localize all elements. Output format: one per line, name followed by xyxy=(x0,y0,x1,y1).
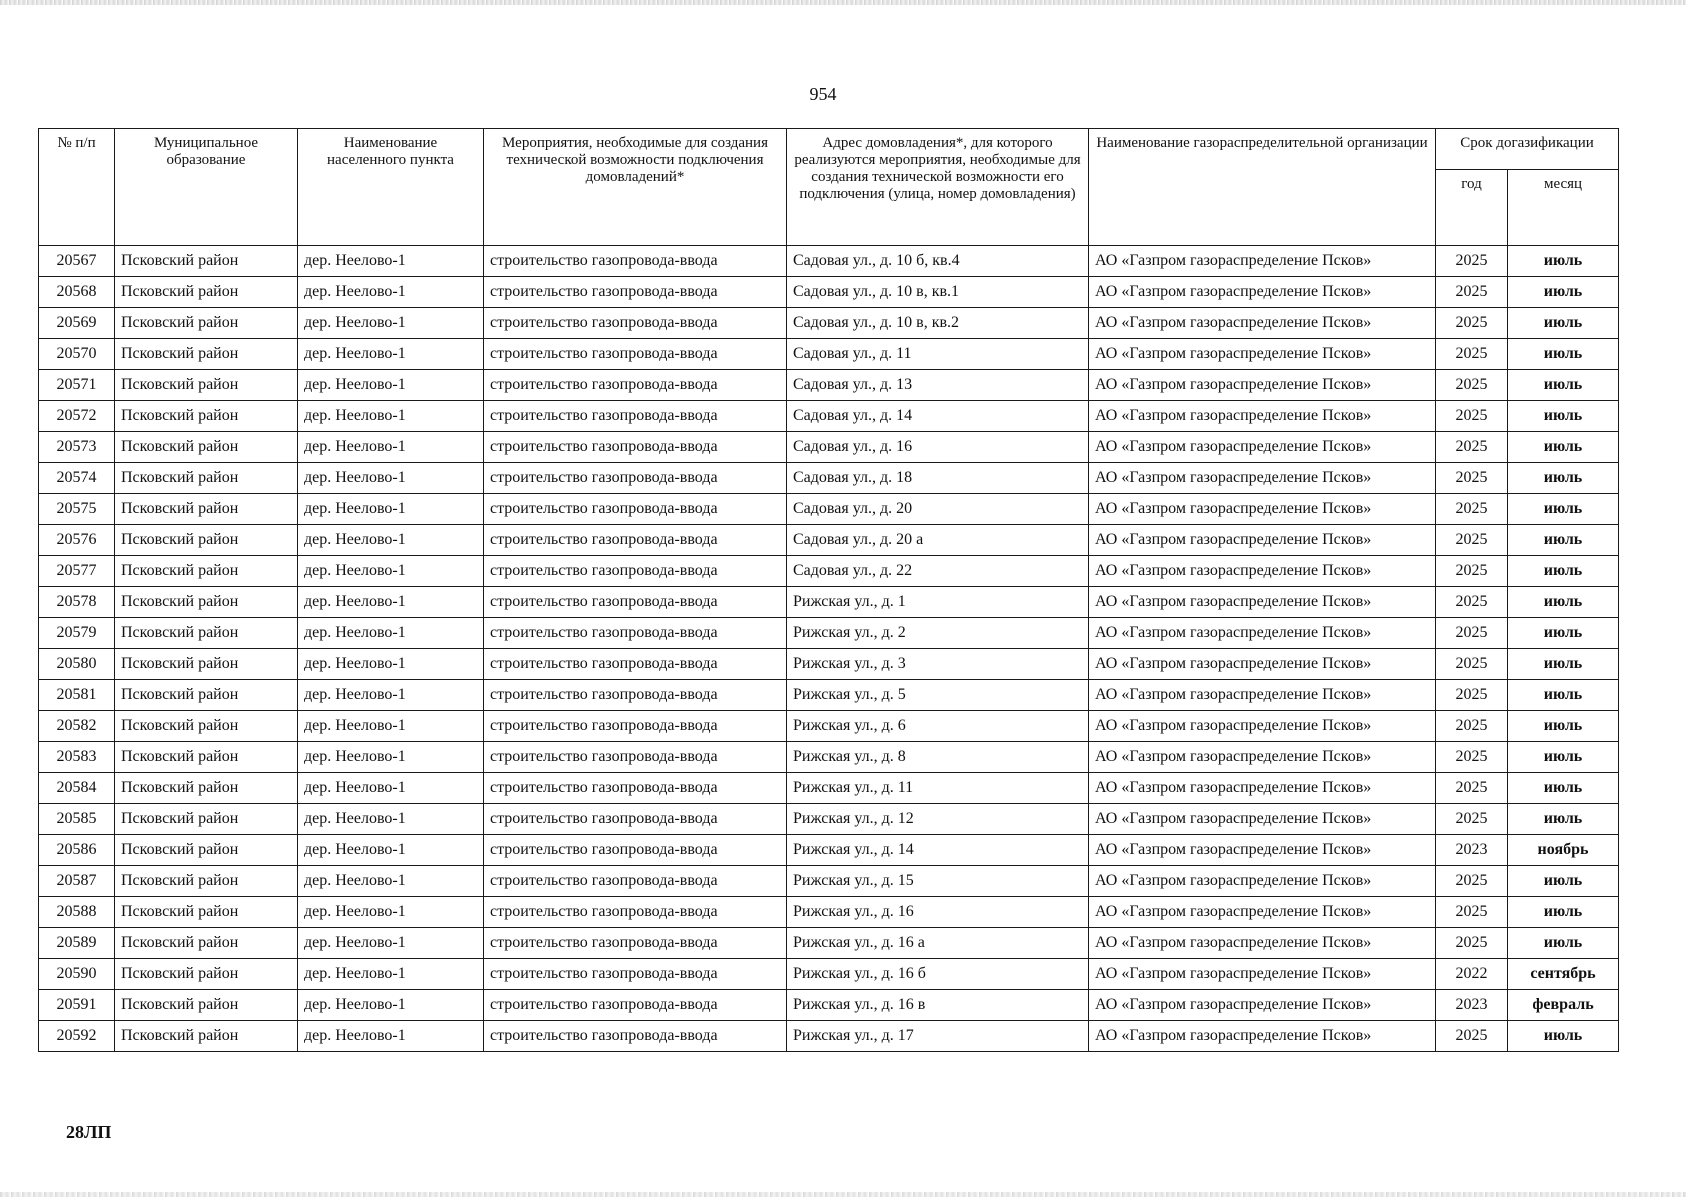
measure-cell: строительство газопровода-ввода xyxy=(484,370,787,401)
month-cell: июль xyxy=(1508,525,1619,556)
address-cell: Рижская ул., д. 15 xyxy=(787,866,1089,897)
organization-cell: АО «Газпром газораспределение Псков» xyxy=(1089,959,1436,990)
table-row xyxy=(39,1021,1619,1052)
table-header xyxy=(39,129,1619,246)
table-row xyxy=(39,308,1619,339)
measure-cell: строительство газопровода-ввода xyxy=(484,277,787,308)
page-number: 954 xyxy=(809,84,837,104)
table-body xyxy=(39,246,1619,1052)
organization-cell: АО «Газпром газораспределение Псков» xyxy=(1089,432,1436,463)
measure-cell: строительство газопровода-ввода xyxy=(484,556,787,587)
table-row xyxy=(39,587,1619,618)
year-cell: 2025 xyxy=(1436,370,1508,401)
row-number: 20575 xyxy=(39,494,115,525)
year-cell: 2025 xyxy=(1436,587,1508,618)
row-number: 20576 xyxy=(39,525,115,556)
month-cell: ноябрь xyxy=(1508,835,1619,866)
year-cell: 2025 xyxy=(1436,494,1508,525)
municipality-cell: Псковский район xyxy=(115,339,298,370)
measure-cell: строительство газопровода-ввода xyxy=(484,339,787,370)
settlement-cell: дер. Неелово-1 xyxy=(298,618,484,649)
settlement-cell: дер. Неелово-1 xyxy=(298,959,484,990)
municipality-cell: Псковский район xyxy=(115,866,298,897)
table-row xyxy=(39,959,1619,990)
row-number: 20572 xyxy=(39,401,115,432)
measure-cell: строительство газопровода-ввода xyxy=(484,742,787,773)
table-row xyxy=(39,928,1619,959)
organization-cell: АО «Газпром газораспределение Псков» xyxy=(1089,401,1436,432)
scan-edge-top xyxy=(0,0,1686,5)
table-row xyxy=(39,742,1619,773)
address-cell: Рижская ул., д. 16 в xyxy=(787,990,1089,1021)
table-row xyxy=(39,649,1619,680)
month-cell: июль xyxy=(1508,494,1619,525)
row-number: 20579 xyxy=(39,618,115,649)
organization-cell: АО «Газпром газораспределение Псков» xyxy=(1089,246,1436,277)
month-cell: июль xyxy=(1508,680,1619,711)
table-row xyxy=(39,711,1619,742)
municipality-cell: Псковский район xyxy=(115,308,298,339)
municipality-cell: Псковский район xyxy=(115,649,298,680)
row-number: 20590 xyxy=(39,959,115,990)
month-cell: июль xyxy=(1508,432,1619,463)
organization-cell: АО «Газпром газораспределение Псков» xyxy=(1089,339,1436,370)
month-cell: июль xyxy=(1508,866,1619,897)
measure-cell: строительство газопровода-ввода xyxy=(484,928,787,959)
settlement-cell: дер. Неелово-1 xyxy=(298,587,484,618)
header-num: № п/п xyxy=(39,129,115,246)
settlement-cell: дер. Неелово-1 xyxy=(298,773,484,804)
year-cell: 2025 xyxy=(1436,866,1508,897)
address-cell: Рижская ул., д. 12 xyxy=(787,804,1089,835)
settlement-cell: дер. Неелово-1 xyxy=(298,308,484,339)
municipality-cell: Псковский район xyxy=(115,1021,298,1052)
measure-cell: строительство газопровода-ввода xyxy=(484,990,787,1021)
settlement-cell: дер. Неелово-1 xyxy=(298,556,484,587)
settlement-cell: дер. Неелово-1 xyxy=(298,1021,484,1052)
municipality-cell: Псковский район xyxy=(115,370,298,401)
settlement-cell: дер. Неелово-1 xyxy=(298,401,484,432)
organization-cell: АО «Газпром газораспределение Псков» xyxy=(1089,897,1436,928)
address-cell: Садовая ул., д. 10 б, кв.4 xyxy=(787,246,1089,277)
measure-cell: строительство газопровода-ввода xyxy=(484,680,787,711)
address-cell: Рижская ул., д. 16 xyxy=(787,897,1089,928)
measure-cell: строительство газопровода-ввода xyxy=(484,1021,787,1052)
settlement-cell: дер. Неелово-1 xyxy=(298,370,484,401)
municipality-cell: Псковский район xyxy=(115,835,298,866)
row-number: 20567 xyxy=(39,246,115,277)
year-cell: 2025 xyxy=(1436,742,1508,773)
settlement-cell: дер. Неелово-1 xyxy=(298,246,484,277)
organization-cell: АО «Газпром газораспределение Псков» xyxy=(1089,1021,1436,1052)
row-number: 20574 xyxy=(39,463,115,494)
municipality-cell: Псковский район xyxy=(115,680,298,711)
measure-cell: строительство газопровода-ввода xyxy=(484,494,787,525)
row-number: 20581 xyxy=(39,680,115,711)
month-cell: июль xyxy=(1508,401,1619,432)
measure-cell: строительство газопровода-ввода xyxy=(484,804,787,835)
address-cell: Садовая ул., д. 10 в, кв.1 xyxy=(787,277,1089,308)
measure-cell: строительство газопровода-ввода xyxy=(484,432,787,463)
address-cell: Рижская ул., д. 14 xyxy=(787,835,1089,866)
settlement-cell: дер. Неелово-1 xyxy=(298,742,484,773)
month-cell: июль xyxy=(1508,556,1619,587)
table-row xyxy=(39,370,1619,401)
table-row xyxy=(39,277,1619,308)
header-month: месяц xyxy=(1508,170,1619,246)
municipality-cell: Псковский район xyxy=(115,804,298,835)
table-row xyxy=(39,556,1619,587)
month-cell: сентябрь xyxy=(1508,959,1619,990)
municipality-cell: Псковский район xyxy=(115,277,298,308)
municipality-cell: Псковский район xyxy=(115,928,298,959)
address-cell: Рижская ул., д. 11 xyxy=(787,773,1089,804)
month-cell: июль xyxy=(1508,742,1619,773)
settlement-cell: дер. Неелово-1 xyxy=(298,804,484,835)
row-number: 20587 xyxy=(39,866,115,897)
year-cell: 2025 xyxy=(1436,680,1508,711)
table-row xyxy=(39,432,1619,463)
measure-cell: строительство газопровода-ввода xyxy=(484,835,787,866)
municipality-cell: Псковский район xyxy=(115,773,298,804)
municipality-cell: Псковский район xyxy=(115,463,298,494)
row-number: 20584 xyxy=(39,773,115,804)
address-cell: Садовая ул., д. 14 xyxy=(787,401,1089,432)
table-row xyxy=(39,773,1619,804)
gasification-table xyxy=(38,128,1619,1052)
organization-cell: АО «Газпром газораспределение Псков» xyxy=(1089,711,1436,742)
row-number: 20582 xyxy=(39,711,115,742)
year-cell: 2025 xyxy=(1436,432,1508,463)
municipality-cell: Псковский район xyxy=(115,711,298,742)
address-cell: Садовая ул., д. 16 xyxy=(787,432,1089,463)
address-cell: Садовая ул., д. 20 xyxy=(787,494,1089,525)
municipality-cell: Псковский район xyxy=(115,618,298,649)
municipality-cell: Псковский район xyxy=(115,432,298,463)
settlement-cell: дер. Неелово-1 xyxy=(298,649,484,680)
year-cell: 2025 xyxy=(1436,463,1508,494)
settlement-cell: дер. Неелово-1 xyxy=(298,494,484,525)
address-cell: Рижская ул., д. 16 б xyxy=(787,959,1089,990)
row-number: 20573 xyxy=(39,432,115,463)
measure-cell: строительство газопровода-ввода xyxy=(484,711,787,742)
row-number: 20578 xyxy=(39,587,115,618)
measure-cell: строительство газопровода-ввода xyxy=(484,618,787,649)
settlement-cell: дер. Неелово-1 xyxy=(298,680,484,711)
organization-cell: АО «Газпром газораспределение Псков» xyxy=(1089,556,1436,587)
year-cell: 2025 xyxy=(1436,897,1508,928)
year-cell: 2025 xyxy=(1436,711,1508,742)
address-cell: Садовая ул., д. 22 xyxy=(787,556,1089,587)
measure-cell: строительство газопровода-ввода xyxy=(484,525,787,556)
header-year: год xyxy=(1436,170,1508,246)
municipality-cell: Псковский район xyxy=(115,401,298,432)
month-cell: июль xyxy=(1508,246,1619,277)
measure-cell: строительство газопровода-ввода xyxy=(484,959,787,990)
header-municipality: Муниципальное образование xyxy=(115,129,298,246)
table-row xyxy=(39,494,1619,525)
table-row xyxy=(39,804,1619,835)
address-cell: Садовая ул., д. 20 а xyxy=(787,525,1089,556)
row-number: 20583 xyxy=(39,742,115,773)
row-number: 20586 xyxy=(39,835,115,866)
address-cell: Рижская ул., д. 2 xyxy=(787,618,1089,649)
measure-cell: строительство газопровода-ввода xyxy=(484,308,787,339)
month-cell: июль xyxy=(1508,618,1619,649)
address-cell: Садовая ул., д. 10 в, кв.2 xyxy=(787,308,1089,339)
organization-cell: АО «Газпром газораспределение Псков» xyxy=(1089,277,1436,308)
table-row xyxy=(39,866,1619,897)
header-row-top xyxy=(39,129,1619,170)
table-row xyxy=(39,401,1619,432)
table-row xyxy=(39,897,1619,928)
measure-cell: строительство газопровода-ввода xyxy=(484,246,787,277)
year-cell: 2025 xyxy=(1436,556,1508,587)
organization-cell: АО «Газпром газораспределение Псков» xyxy=(1089,370,1436,401)
header-organization: Наименование газораспределительной организации xyxy=(1089,129,1436,246)
month-cell: июль xyxy=(1508,587,1619,618)
header-deadline: Срок догазификации xyxy=(1436,129,1619,170)
table-row xyxy=(39,339,1619,370)
municipality-cell: Псковский район xyxy=(115,990,298,1021)
year-cell: 2025 xyxy=(1436,246,1508,277)
month-cell: июль xyxy=(1508,711,1619,742)
organization-cell: АО «Газпром газораспределение Псков» xyxy=(1089,308,1436,339)
address-cell: Рижская ул., д. 1 xyxy=(787,587,1089,618)
settlement-cell: дер. Неелово-1 xyxy=(298,463,484,494)
month-cell: июль xyxy=(1508,897,1619,928)
table-row xyxy=(39,835,1619,866)
year-cell: 2025 xyxy=(1436,928,1508,959)
table-row xyxy=(39,463,1619,494)
settlement-cell: дер. Неелово-1 xyxy=(298,866,484,897)
settlement-cell: дер. Неелово-1 xyxy=(298,711,484,742)
scan-edge-bottom xyxy=(0,1192,1686,1197)
month-cell: июль xyxy=(1508,649,1619,680)
row-number: 20568 xyxy=(39,277,115,308)
address-cell: Рижская ул., д. 8 xyxy=(787,742,1089,773)
year-cell: 2025 xyxy=(1436,308,1508,339)
municipality-cell: Псковский район xyxy=(115,525,298,556)
address-cell: Садовая ул., д. 18 xyxy=(787,463,1089,494)
table-row xyxy=(39,990,1619,1021)
table-row xyxy=(39,680,1619,711)
organization-cell: АО «Газпром газораспределение Псков» xyxy=(1089,835,1436,866)
measure-cell: строительство газопровода-ввода xyxy=(484,649,787,680)
header-settlement: Наименование населенного пункта xyxy=(298,129,484,246)
footer-code: 28ЛП xyxy=(66,1122,112,1142)
address-cell: Рижская ул., д. 5 xyxy=(787,680,1089,711)
organization-cell: АО «Газпром газораспределение Псков» xyxy=(1089,525,1436,556)
table-row xyxy=(39,525,1619,556)
year-cell: 2025 xyxy=(1436,401,1508,432)
month-cell: июль xyxy=(1508,370,1619,401)
row-number: 20589 xyxy=(39,928,115,959)
address-cell: Садовая ул., д. 13 xyxy=(787,370,1089,401)
municipality-cell: Псковский район xyxy=(115,587,298,618)
municipality-cell: Псковский район xyxy=(115,959,298,990)
measure-cell: строительство газопровода-ввода xyxy=(484,897,787,928)
address-cell: Рижская ул., д. 17 xyxy=(787,1021,1089,1052)
organization-cell: АО «Газпром газораспределение Псков» xyxy=(1089,990,1436,1021)
row-number: 20569 xyxy=(39,308,115,339)
organization-cell: АО «Газпром газораспределение Псков» xyxy=(1089,773,1436,804)
measure-cell: строительство газопровода-ввода xyxy=(484,866,787,897)
measure-cell: строительство газопровода-ввода xyxy=(484,587,787,618)
year-cell: 2022 xyxy=(1436,959,1508,990)
year-cell: 2025 xyxy=(1436,277,1508,308)
organization-cell: АО «Газпром газораспределение Псков» xyxy=(1089,587,1436,618)
settlement-cell: дер. Неелово-1 xyxy=(298,525,484,556)
settlement-cell: дер. Неелово-1 xyxy=(298,928,484,959)
month-cell: июль xyxy=(1508,463,1619,494)
table-row xyxy=(39,246,1619,277)
month-cell: июль xyxy=(1508,308,1619,339)
measure-cell: строительство газопровода-ввода xyxy=(484,401,787,432)
measure-cell: строительство газопровода-ввода xyxy=(484,463,787,494)
address-cell: Садовая ул., д. 11 xyxy=(787,339,1089,370)
row-number: 20592 xyxy=(39,1021,115,1052)
measure-cell: строительство газопровода-ввода xyxy=(484,773,787,804)
row-number: 20571 xyxy=(39,370,115,401)
row-number: 20577 xyxy=(39,556,115,587)
address-cell: Рижская ул., д. 6 xyxy=(787,711,1089,742)
address-cell: Рижская ул., д. 3 xyxy=(787,649,1089,680)
address-cell: Рижская ул., д. 16 а xyxy=(787,928,1089,959)
settlement-cell: дер. Неелово-1 xyxy=(298,432,484,463)
municipality-cell: Псковский район xyxy=(115,494,298,525)
organization-cell: АО «Газпром газораспределение Псков» xyxy=(1089,804,1436,835)
municipality-cell: Псковский район xyxy=(115,897,298,928)
year-cell: 2025 xyxy=(1436,773,1508,804)
settlement-cell: дер. Неелово-1 xyxy=(298,835,484,866)
organization-cell: АО «Газпром газораспределение Псков» xyxy=(1089,742,1436,773)
settlement-cell: дер. Неелово-1 xyxy=(298,990,484,1021)
year-cell: 2023 xyxy=(1436,835,1508,866)
header-measures: Мероприятия, необходимые для создания технической возможности подключения домовладений* xyxy=(484,129,787,246)
organization-cell: АО «Газпром газораспределение Псков» xyxy=(1089,866,1436,897)
municipality-cell: Псковский район xyxy=(115,246,298,277)
month-cell: июль xyxy=(1508,339,1619,370)
settlement-cell: дер. Неелово-1 xyxy=(298,897,484,928)
month-cell: февраль xyxy=(1508,990,1619,1021)
organization-cell: АО «Газпром газораспределение Псков» xyxy=(1089,494,1436,525)
month-cell: июль xyxy=(1508,773,1619,804)
year-cell: 2025 xyxy=(1436,618,1508,649)
header-address: Адрес домовладения*, для которого реализуются мероприятия, необходимые для создания технической возможности его подключения (улица, номер домовладения) xyxy=(787,129,1089,246)
row-number: 20591 xyxy=(39,990,115,1021)
organization-cell: АО «Газпром газораспределение Псков» xyxy=(1089,463,1436,494)
month-cell: июль xyxy=(1508,804,1619,835)
settlement-cell: дер. Неелово-1 xyxy=(298,339,484,370)
row-number: 20570 xyxy=(39,339,115,370)
row-number: 20588 xyxy=(39,897,115,928)
organization-cell: АО «Газпром газораспределение Псков» xyxy=(1089,618,1436,649)
row-number: 20585 xyxy=(39,804,115,835)
month-cell: июль xyxy=(1508,1021,1619,1052)
month-cell: июль xyxy=(1508,928,1619,959)
year-cell: 2025 xyxy=(1436,339,1508,370)
municipality-cell: Псковский район xyxy=(115,556,298,587)
table-row xyxy=(39,618,1619,649)
year-cell: 2025 xyxy=(1436,804,1508,835)
year-cell: 2025 xyxy=(1436,525,1508,556)
organization-cell: АО «Газпром газораспределение Псков» xyxy=(1089,680,1436,711)
row-number: 20580 xyxy=(39,649,115,680)
year-cell: 2025 xyxy=(1436,1021,1508,1052)
organization-cell: АО «Газпром газораспределение Псков» xyxy=(1089,649,1436,680)
settlement-cell: дер. Неелово-1 xyxy=(298,277,484,308)
municipality-cell: Псковский район xyxy=(115,742,298,773)
month-cell: июль xyxy=(1508,277,1619,308)
year-cell: 2025 xyxy=(1436,649,1508,680)
organization-cell: АО «Газпром газораспределение Псков» xyxy=(1089,928,1436,959)
year-cell: 2023 xyxy=(1436,990,1508,1021)
